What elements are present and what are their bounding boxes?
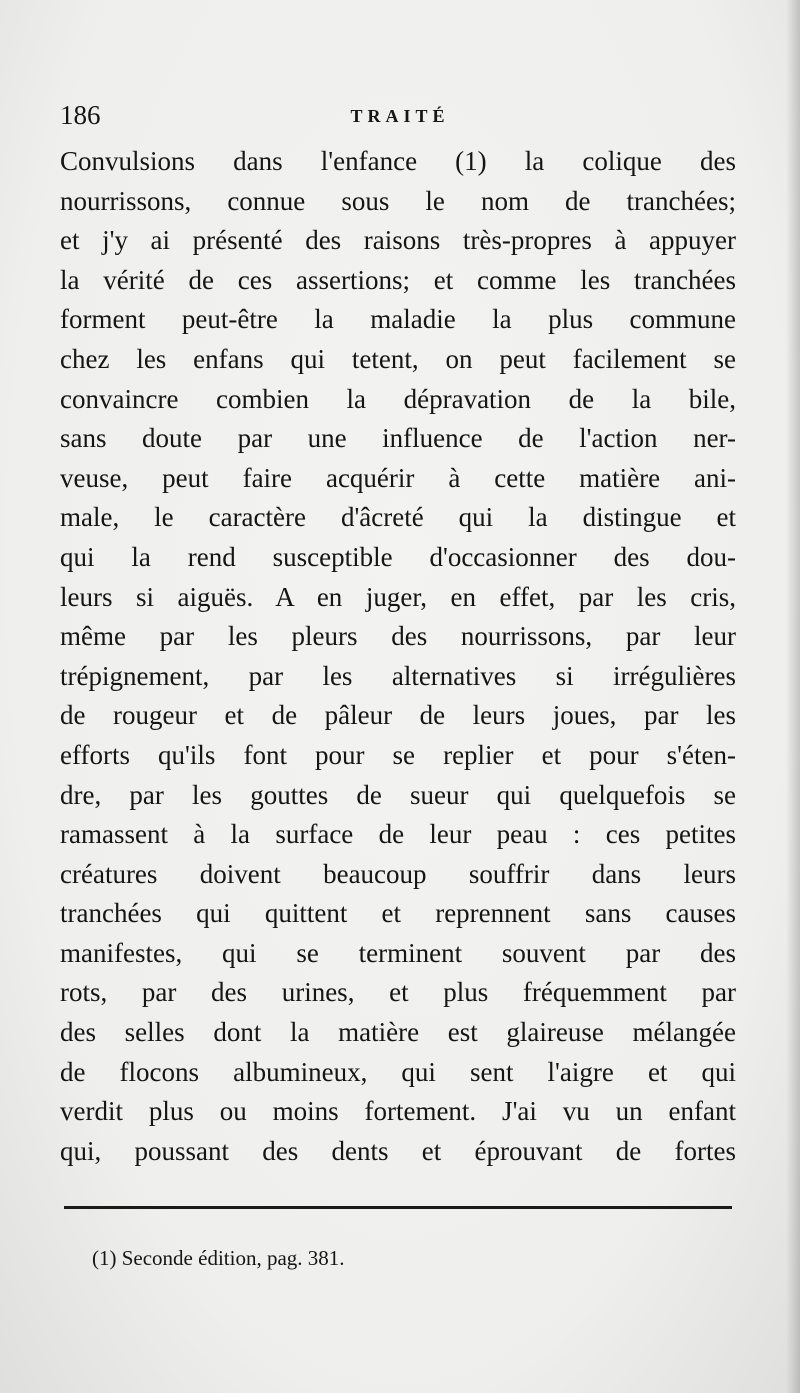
page-edge-shadow xyxy=(786,0,800,1393)
text-line: ramassent à la surface de leur peau : ces petites xyxy=(60,819,736,850)
text-line: Convulsions dans l'enfance (1) la colique des xyxy=(60,146,736,176)
text-line: la vérité de ces assertions; et comme les tranchées xyxy=(60,264,736,295)
text-line: leurs si aiguës. A en juger, en effet, par les cris, xyxy=(60,581,736,612)
text-line: sans doute par une influence de l'action ner- xyxy=(60,423,736,454)
footnote: (1) Seconde édition, pag. 381. xyxy=(92,1246,345,1270)
text-line: même par les pleurs des nourrissons, par leur xyxy=(60,621,736,652)
text-line: trépignement, par les alternatives si irrégulières xyxy=(60,660,736,691)
text-line: rots, par des urines, et plus fréquemment par xyxy=(60,977,736,1008)
text-line: veuse, peut faire acquérir à cette matière ani- xyxy=(60,462,736,493)
text-line: chez les enfans qui tetent, on peut facilement se xyxy=(60,343,736,374)
text-line: créatures doivent beaucoup souffrir dans leurs xyxy=(60,858,736,889)
text-line: des selles dont la matière est glaireuse mélangée xyxy=(60,1017,736,1048)
page-header xyxy=(60,100,740,134)
text-line: forment peut-être la maladie la plus commune xyxy=(60,304,736,335)
running-title: TRAITÉ xyxy=(350,106,450,126)
text-line: tranchées qui quittent et reprennent sans causes xyxy=(60,898,736,929)
footnote-rule xyxy=(64,1206,732,1209)
text-line: male, le caractère d'âcreté qui la distingue et xyxy=(60,502,736,533)
body-text xyxy=(60,142,736,1171)
text-line: dre, par les gouttes de sueur qui quelquefois se xyxy=(60,779,736,810)
text-line: qui, poussant des dents et éprouvant de fortes xyxy=(60,1135,736,1166)
text-line: convaincre combien la dépravation de la bile, xyxy=(60,383,736,414)
page-number: 186 xyxy=(60,100,101,130)
text-line: nourrissons, connue sous le nom de tranchées; xyxy=(60,185,736,216)
text-line: qui la rend susceptible d'occasionner des dou- xyxy=(60,541,736,572)
text-line: et j'y ai présenté des raisons très-propres à appuyer xyxy=(60,225,736,256)
text-line: manifestes, qui se terminent souvent par des xyxy=(60,937,736,968)
text-line: de flocons albumineux, qui sent l'aigre et qui xyxy=(60,1056,736,1087)
text-line: verdit plus ou moins fortement. J'ai vu un enfant xyxy=(60,1096,736,1127)
text-line: de rougeur et de pâleur de leurs joues, par les xyxy=(60,700,736,731)
text-line: efforts qu'ils font pour se replier et pour s'éten- xyxy=(60,739,736,770)
